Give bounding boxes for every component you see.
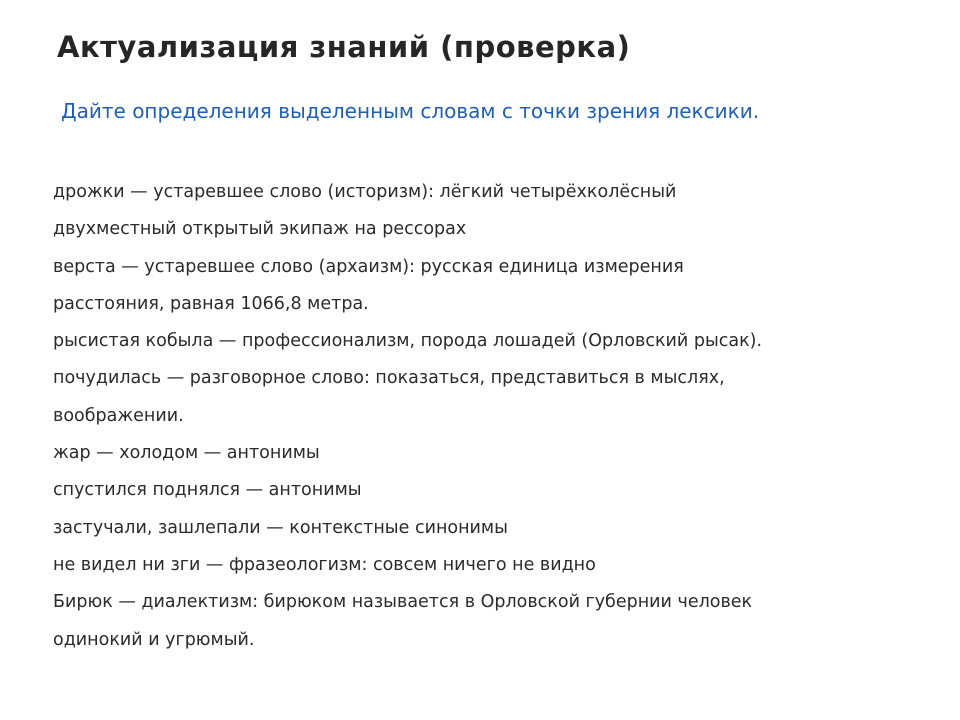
definition-line: застучали, зашлепали — контекстные синонимы [53, 517, 508, 538]
slide-subtitle: Дайте определения выделенным словам с точки зрения лексики. [61, 99, 760, 123]
definition-line: Бирюк — диалектизм: бирюком называется в Орловской губернии человек [53, 592, 753, 613]
definition-line: дрожки — устаревшее слово (историзм): лёгкий четырёхколёсный [53, 182, 677, 202]
definition-line: воображении. [53, 405, 184, 426]
definition-line: не видел ни зги — фразеологизм: совсем ничего не видно [53, 554, 596, 575]
definition-line: верста — устаревшее слово (архаизм): русская единица измерения [53, 256, 684, 277]
definition-line: почудилась — разговорное слово: показаться, представиться в мыслях, [53, 368, 725, 389]
definition-line: расстояния, равная 1066,8 метра. [53, 293, 369, 314]
definition-line: жар — холодом — антонимы [53, 443, 320, 464]
slide-title: Актуализация знаний (проверка) [57, 30, 631, 64]
definition-line: спустился поднялся — антонимы [53, 480, 362, 501]
definitions-list [53, 174, 933, 659]
definition-line: двухместный открытый экипаж на рессорах [53, 219, 467, 240]
definition-line: одинокий и угрюмый. [53, 629, 255, 650]
definition-line: рысистая кобыла — профессионализм, порода лошадей (Орловский рысак). [53, 331, 763, 352]
